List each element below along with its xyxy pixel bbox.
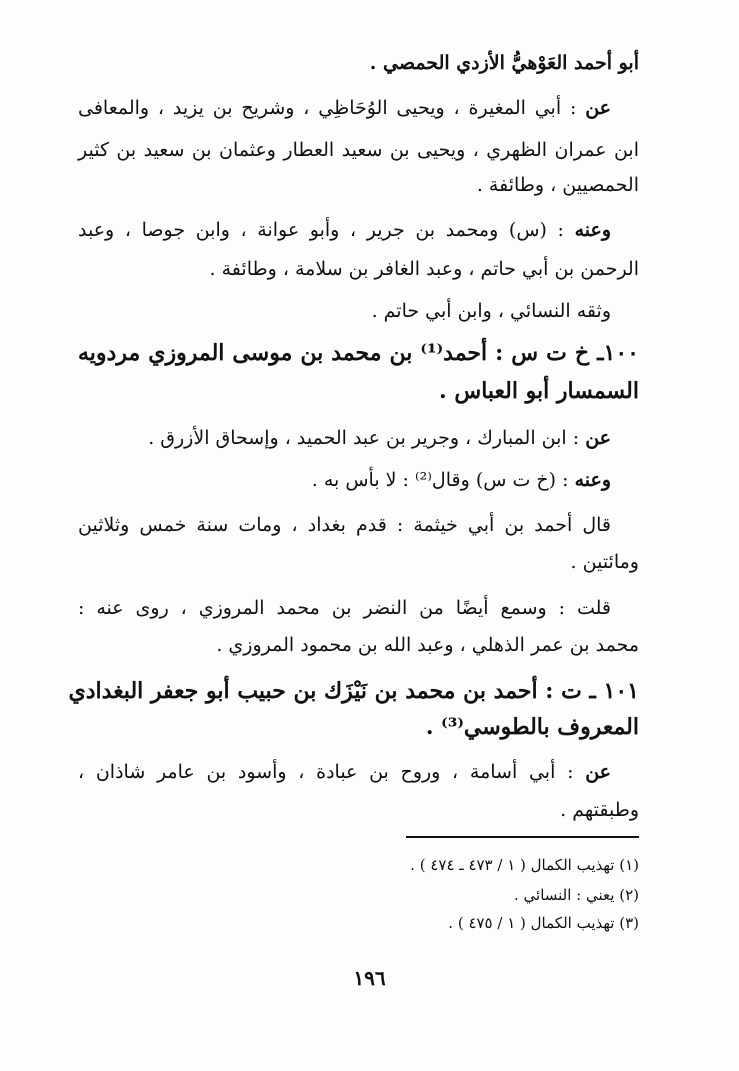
text-line: وثقه النسائي ، وابن أبي حاتم . xyxy=(371,300,611,322)
anhu-label: وعنه xyxy=(574,469,611,491)
footnote-2: (٢) يعني : النسائي . xyxy=(513,886,639,904)
footnote-3: (٣) تهذيب الكمال ( ١ / ٤٧٥ ) . xyxy=(448,914,639,932)
text-line: قال أحمد بن أبي خيثمة : قدم بغداد ، ومات سنة خمس وثلاثين xyxy=(78,514,611,536)
entry-99-anhu-line xyxy=(78,216,611,244)
an-label: عن xyxy=(585,97,611,119)
entry-99-an-line xyxy=(78,94,611,122)
an-label: عن xyxy=(585,761,611,783)
an-text: : أبي أسامة ، وروح بن عبادة ، وأسود بن عامر شاذان ، xyxy=(78,761,586,783)
entry-100-anhu-line xyxy=(312,466,611,494)
anhu-label: وعنه xyxy=(574,219,611,241)
text-line: محمد بن عمر الذهلي ، وعبد الله بن محمود المروزي . xyxy=(216,634,639,656)
anhu-text: : (خ ت س) وقال⁽²⁾ : لا بأس به . xyxy=(311,469,575,491)
footnote-divider xyxy=(406,836,639,838)
text-line: الرحمن بن أبي حاتم ، وعبد الغافر بن سلامة ، وطائفة . xyxy=(209,258,639,280)
an-label: عن xyxy=(585,427,611,449)
text-line: وطبقتهم . xyxy=(560,799,639,821)
entry-101-heading: ١٠١ ـ ت : أحمد بن محمد بن نَيْزَك بن حبيب أبو جعفر البغدادي xyxy=(68,678,639,704)
text-line: قلت : وسمع أيضًا من النضر بن محمد المروزي ، روى عنه : xyxy=(78,597,611,619)
footnote-1: (١) تهذيب الكمال ( ١ / ٤٧٣ ـ ٤٧٤ ) . xyxy=(410,856,639,874)
entry-101-heading-cont: المعروف بالطوسي⁽³⁾ . xyxy=(425,714,639,740)
text-line: ومائتين . xyxy=(570,551,639,573)
entry-100-heading: ١٠٠ـ خ ت س : أحمد⁽¹⁾ بن محمد بن موسى المروزي مردويه xyxy=(78,340,639,366)
an-text: : ابن المبارك ، وجرير بن عبد الحميد ، وإسحاق الأزرق . xyxy=(148,427,586,449)
entry-100-an-line xyxy=(148,424,611,452)
entry-99-name-line: أبو أحمد العَوْهيُّ الأزدي الحمصي . xyxy=(369,52,639,74)
text-line: ابن عمران الظهري ، ويحيى بن سعيد العطار وعثمان بن سعيد بن كثير xyxy=(78,139,639,161)
entry-101-an-line xyxy=(78,758,611,786)
anhu-text: : (س) ومحمد بن جرير ، وأبو عوانة ، وابن جوصا ، وعبد xyxy=(78,219,575,241)
text-line: الحمصيين ، وطائفة . xyxy=(476,174,639,196)
an-text: : أبي المغيرة ، ويحيى الوُحَاظِي ، وشريح بن يزيد ، والمعافى xyxy=(78,97,586,119)
entry-100-heading-cont: السمسار أبو العباس . xyxy=(439,378,639,404)
page-number: ١٩٦ xyxy=(353,966,386,990)
